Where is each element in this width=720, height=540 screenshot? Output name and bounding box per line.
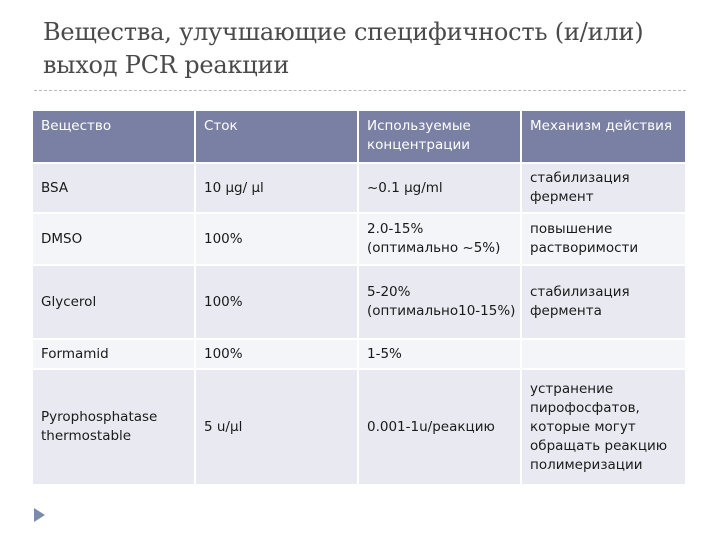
table-row [33,214,687,266]
cell-mechanism: стабилизация фермента [522,266,687,340]
table-row [33,340,687,370]
cell-stock: 100% [196,266,359,340]
header-concentrations: Используемые концентрации [359,111,522,164]
cell-concentration: ~0.1 µg/ml [359,164,522,214]
cell-concentration: 0.001-1u/реакцию [359,370,522,486]
reagents-table [33,111,687,486]
table-row [33,370,687,486]
header-mechanism: Механизм действия [522,111,687,164]
cell-substance: Formamid [33,340,196,370]
title-divider [34,90,686,91]
triangle-bullet-icon [34,508,45,522]
slide-title-line-2: выход PCR реакции [43,51,290,79]
cell-substance: DMSO [33,214,196,266]
slide-title-line-1: Вещества, улучшающие специфичность (и/или) [43,18,644,46]
header-stock: Сток [196,111,359,164]
table-row [33,266,687,340]
table-row [33,164,687,214]
cell-substance: Glycerol [33,266,196,340]
cell-stock: 100% [196,214,359,266]
table-header-row [33,111,687,164]
cell-substance: Pyrophosphatase thermostable [33,370,196,486]
cell-stock: 100% [196,340,359,370]
cell-mechanism: стабилизация фермент [522,164,687,214]
cell-stock: 10 µg/ µl [196,164,359,214]
cell-concentration: 2.0-15% (оптимально ~5%) [359,214,522,266]
cell-mechanism: повышение растворимости [522,214,687,266]
cell-mechanism: устранение пирофосфатов, которые могут обращать реакцию полимеризации [522,370,687,486]
header-substance: Вещество [33,111,196,164]
cell-concentration: 1-5% [359,340,522,370]
cell-stock: 5 u/µl [196,370,359,486]
cell-concentration: 5-20% (оптимально10-15%) [359,266,522,340]
cell-mechanism [522,340,687,370]
cell-substance: BSA [33,164,196,214]
slide-title [43,16,703,82]
